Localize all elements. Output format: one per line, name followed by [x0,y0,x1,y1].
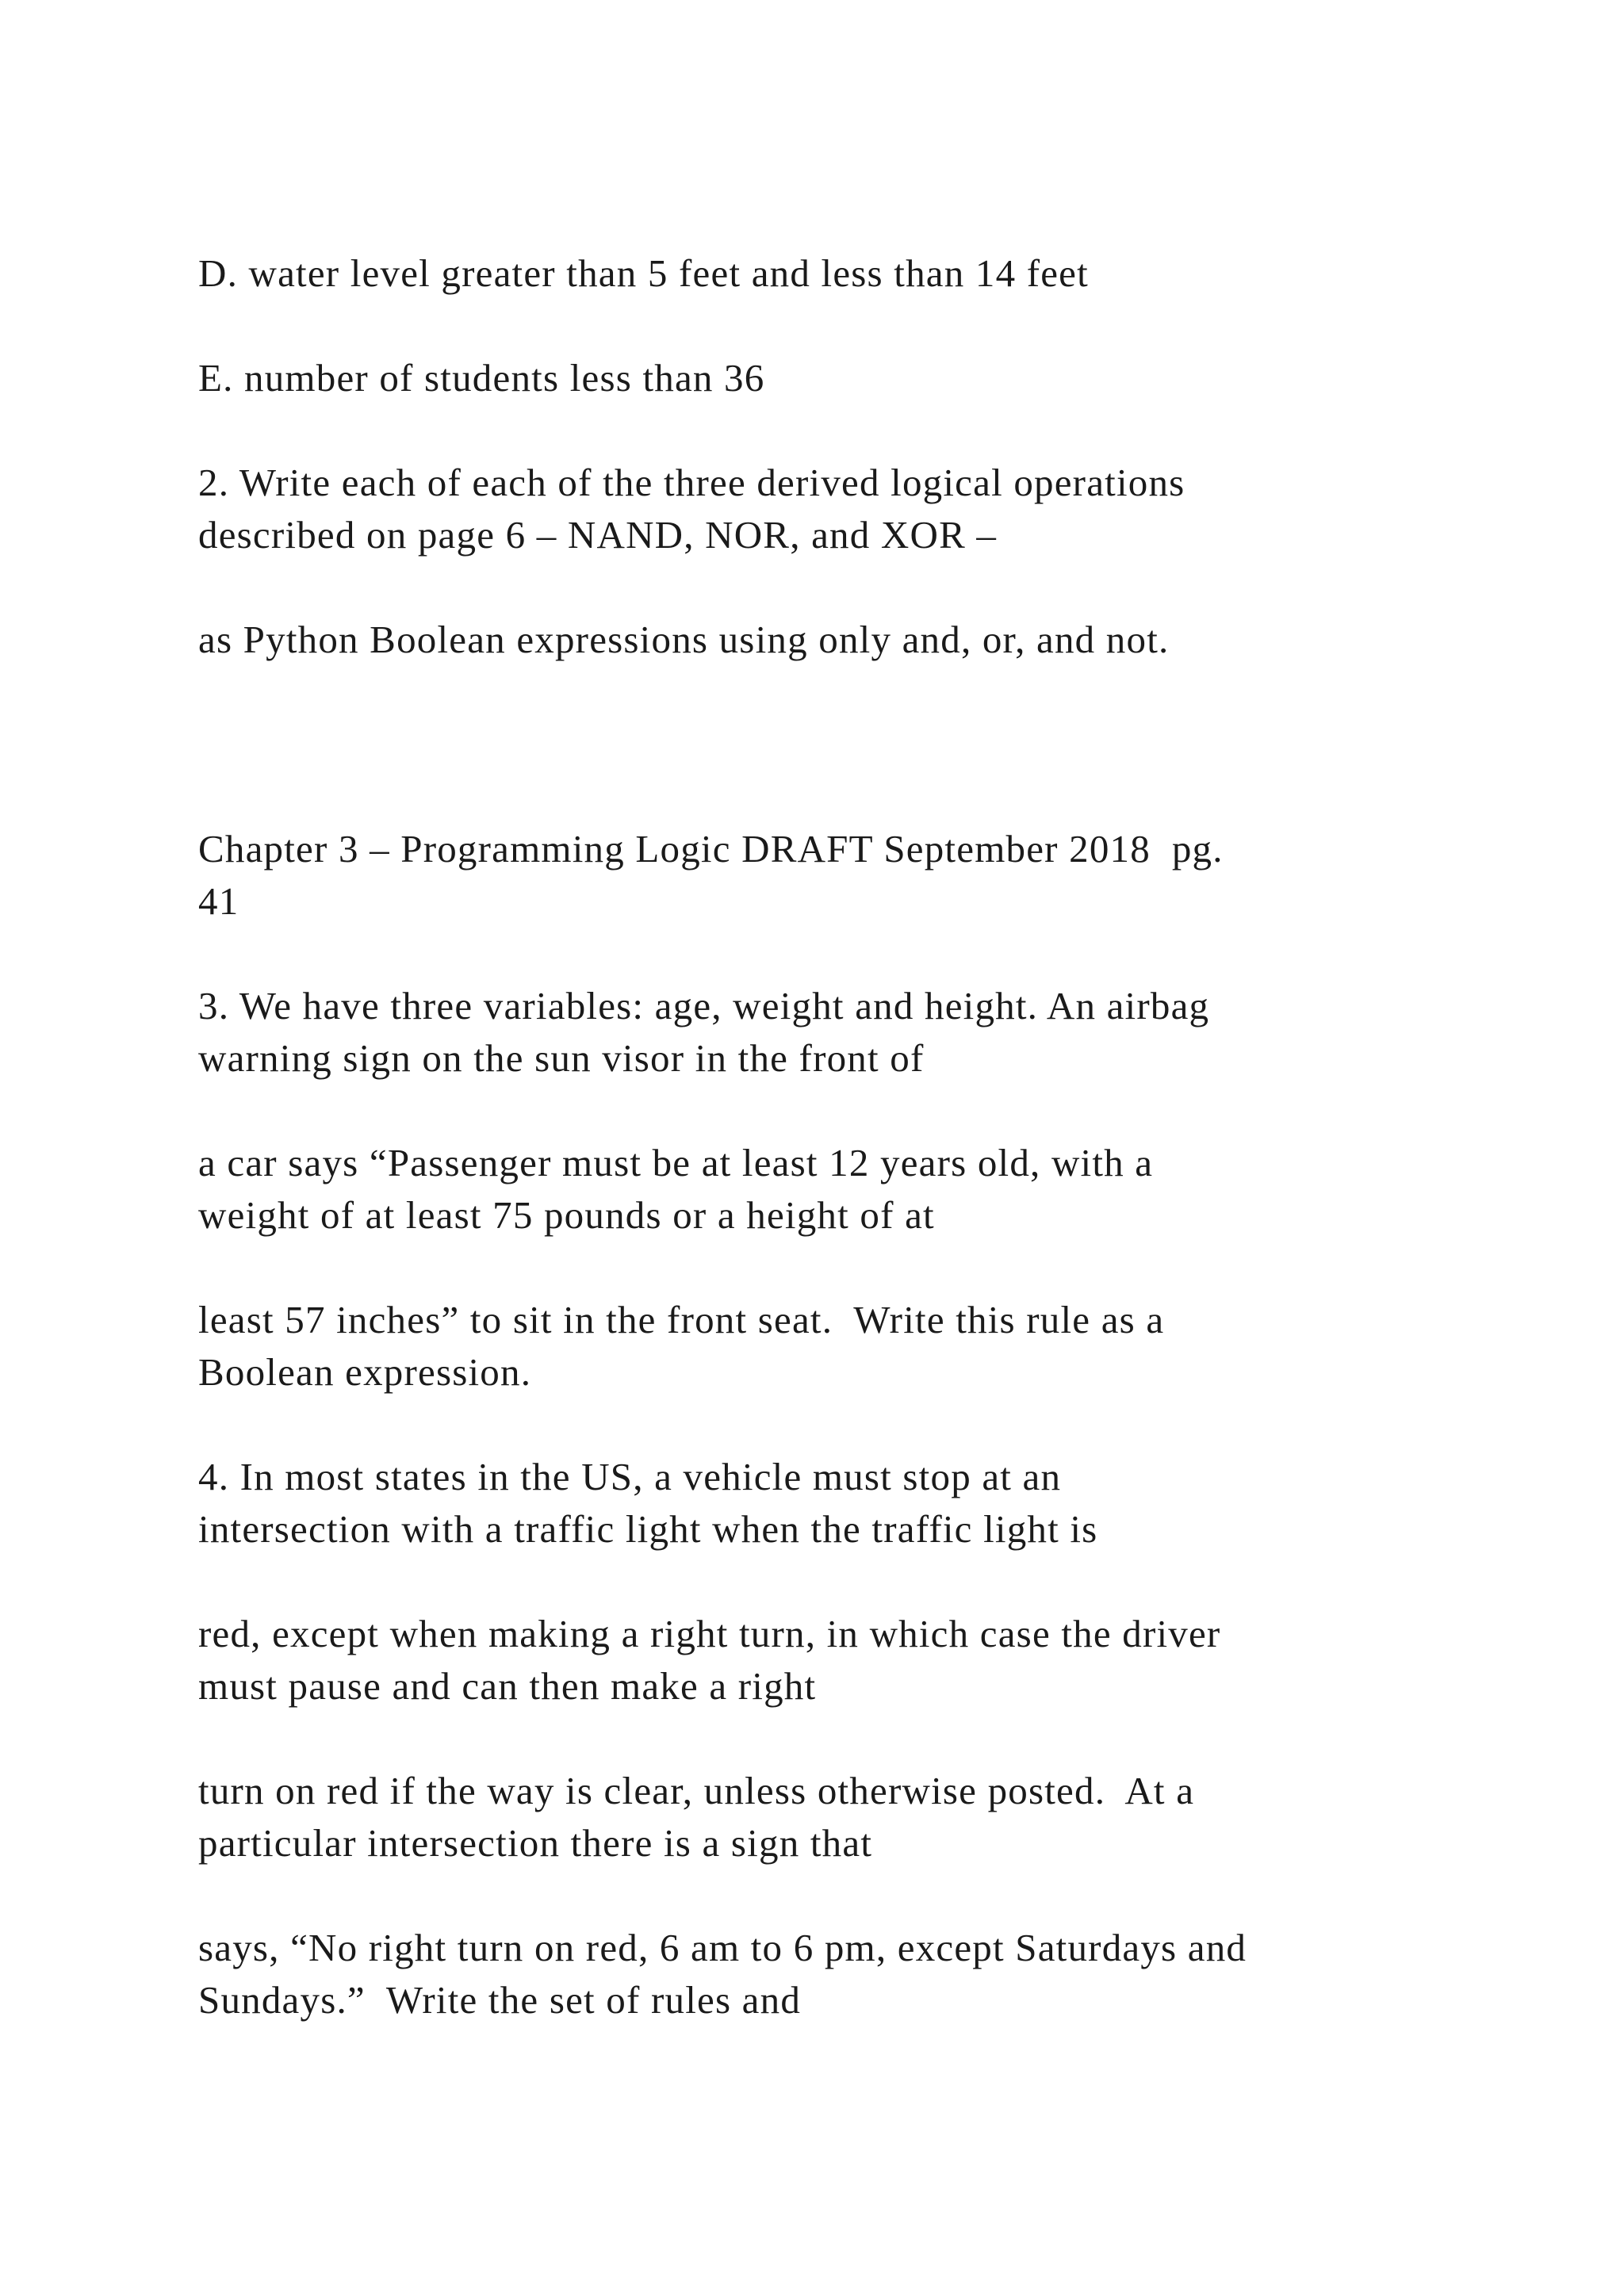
paragraph-item-d: D. water level greater than 5 feet and less than 14 feet [198,251,1089,295]
paragraph-question-3-continued-b: least 57 inches” to sit in the front seat. Write this rule as a Boolean expression. [198,1298,1165,1394]
paragraph-question-3: 3. We have three variables: age, weight and height. An airbag warning sign on the sun visor in the front of [198,984,1210,1080]
paragraph-question-2-continued: as Python Boolean expressions using only and, or, and not. [198,618,1170,661]
paragraph-question-2: 2. Write each of each of the three derived logical operations described on page 6 – NAND, NOR, and XOR – [198,461,1185,557]
page-header-chapter: Chapter 3 – Programming Logic DRAFT September 2018 pg. 41 [198,827,1224,923]
paragraph-question-4-continued-a: red, except when making a right turn, in which case the driver must pause and can then make a right [198,1612,1221,1708]
paragraph-question-4: 4. In most states in the US, a vehicle must stop at an intersection with a traffic light when the traffic light is [198,1455,1098,1551]
document-body [198,247,1467,2079]
paragraph-question-3-continued-a: a car says “Passenger must be at least 12 years old, with a weight of at least 75 pounds or a height of at [198,1141,1154,1237]
paragraph-question-4-continued-b: turn on red if the way is clear, unless otherwise posted. At a particular intersection there is a sign that [198,1769,1195,1865]
paragraph-question-4-continued-c: says, “No right turn on red, 6 am to 6 pm, except Saturdays and Sundays.” Write the set of rules and [198,1926,1247,2022]
paragraph-item-e: E. number of students less than 36 [198,356,765,400]
